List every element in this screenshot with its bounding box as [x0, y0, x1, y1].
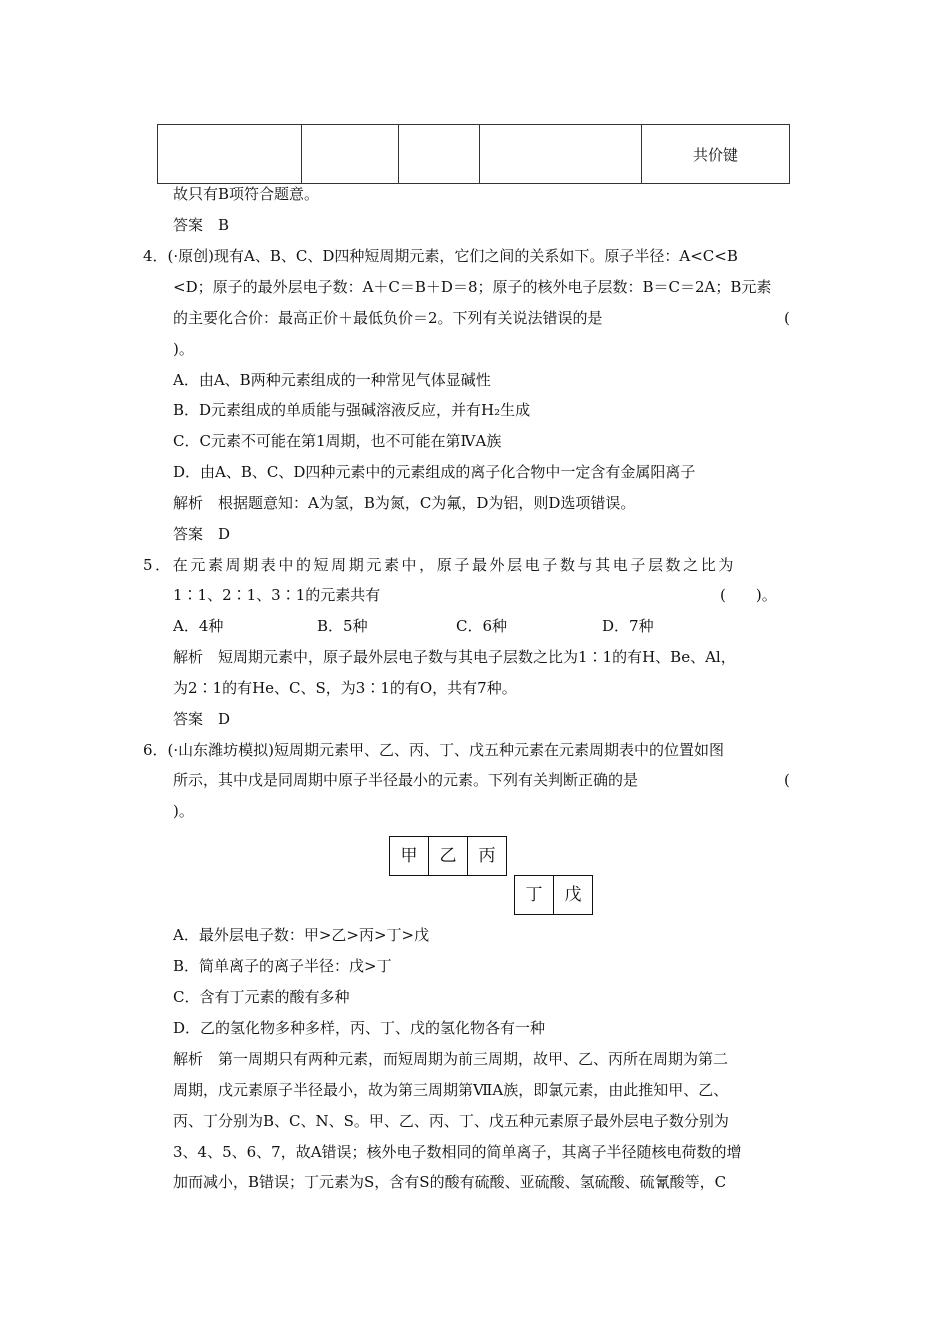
q6-analysis-5: 加而减小，B错误；丁元素为S，含有S的酸有硫酸、亚硫酸、氢硫酸、硫氰酸等，C [173, 1173, 727, 1191]
q6-analysis-1: 解析 第一周期只有两种元素，而短周期为前三周期，故甲、乙、丙所在周期为第二 [173, 1050, 729, 1068]
q4-line-3: 的主要化合价：最高正价＋最低负价＝2。下列有关说法错误的是 [173, 309, 603, 327]
q5-paren: ( )。 [720, 586, 777, 604]
q4-paren-close: )。 [173, 340, 194, 358]
q5-option-d: D．7种 [602, 617, 654, 635]
q4-line-2: <D；原子的最外层电子数：A＋C＝B＋D＝8；原子的核外电子层数：B＝C＝2A；B元素 [173, 278, 772, 296]
element-cell-jia: 甲 [389, 836, 429, 876]
periodic-table-snippet [389, 836, 593, 916]
q4-option-b: B．D元素组成的单质能与强碱溶液反应，并有H₂生成 [173, 401, 531, 419]
q4-option-d: D．由A、B、C、D四种元素中的元素组成的离子化合物中一定含有金属阳离子 [173, 463, 696, 481]
prev-conclusion: 故只有B项符合题意。 [173, 185, 320, 203]
prev-answer: 答案 B [173, 216, 230, 234]
table-cell [480, 125, 642, 184]
table-cell [399, 125, 480, 184]
q4-answer: 答案 D [173, 525, 231, 543]
q6-analysis-3: 丙、丁分别为B、C、N、S。甲、乙、丙、丁、戊五种元素原子最外层电子数分别为 [173, 1112, 729, 1130]
q5-option-a: A．4种 [173, 617, 224, 635]
table-cell-covalent-bond: 共价键 [642, 125, 790, 184]
q6-option-a: A．最外层电子数：甲>乙>丙>丁>戊 [173, 926, 430, 944]
q6-line-1: 6．(·山东潍坊模拟)短周期元素甲、乙、丙、丁、戊五种元素在元素周期表中的位置如图 [143, 741, 725, 759]
q6-paren-open: ( [784, 771, 790, 789]
q6-line-2: 所示，其中戊是同周期中原子半径最小的元素。下列有关判断正确的是 [173, 771, 639, 789]
q6-analysis-4: 3、4、5、6、7，故A错误；核外电子数相同的简单离子，其离子半径随核电荷数的增 [173, 1143, 742, 1161]
table-cell [302, 125, 399, 184]
element-cell-yi: 乙 [428, 836, 468, 876]
element-cell-bing: 丙 [467, 836, 507, 876]
q6-analysis-2: 周期，戊元素原子半径最小，故为第三周期第ⅦA族，即氯元素，由此推知甲、乙、 [173, 1081, 729, 1099]
q6-paren-close: )。 [173, 802, 194, 820]
q4-option-a: A．由A、B两种元素组成的一种常见气体显碱性 [173, 371, 491, 389]
q6-option-b: B．简单离子的离子半径：戊>丁 [173, 957, 392, 975]
q5-analysis-1: 解析 短周期元素中，原子最外层电子数与其电子层数之比为1∶1的有H、Be、Al， [173, 648, 736, 666]
q5-analysis-2: 为2∶1的有He、C、S，为3∶1的有O，共有7种。 [173, 679, 517, 697]
q5-line-1: 5．在元素周期表中的短周期元素中，原子最外层电子数与其电子层数之比为 [143, 556, 736, 574]
table-cell [158, 125, 302, 184]
q6-option-d: D．乙的氢化物多种多样，丙、丁、戊的氢化物各有一种 [173, 1019, 546, 1037]
element-cell-ding: 丁 [514, 875, 554, 915]
q5-answer: 答案 D [173, 710, 231, 728]
q4-option-c: C．C元素不可能在第1周期，也不可能在第ⅣA族 [173, 432, 502, 450]
element-cell-wu: 戊 [553, 875, 593, 915]
q5-option-b: B．5种 [317, 617, 368, 635]
q4-line-1: 4．(·原创)现有A、B、C、D四种短周期元素，它们之间的关系如下。原子半径：A<C<B [143, 247, 738, 265]
q6-option-c: C．含有丁元素的酸有多种 [173, 988, 350, 1006]
top-table-fragment [157, 124, 790, 184]
q4-analysis: 解析 根据题意知：A为氢，B为氮，C为氟，D为铝，则D选项错误。 [173, 494, 636, 512]
q5-option-c: C．6种 [456, 617, 508, 635]
q5-line-2: 1∶1、2∶1、3∶1的元素共有 [173, 586, 381, 604]
q4-paren-open: ( [784, 309, 790, 327]
